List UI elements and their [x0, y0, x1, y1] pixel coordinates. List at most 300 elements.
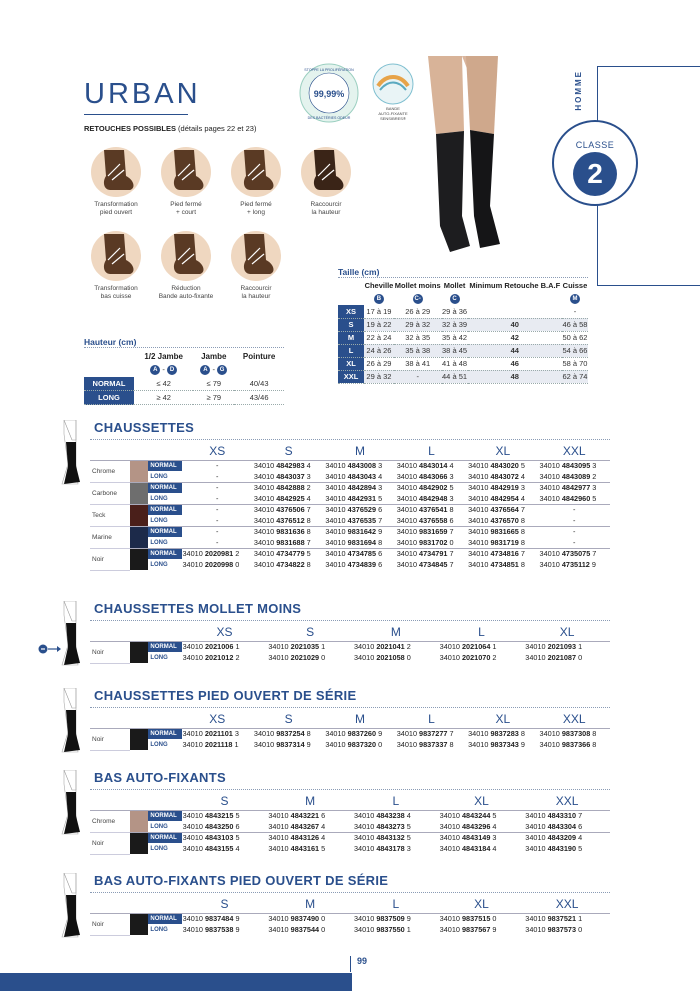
ean-code: [524, 832, 610, 843]
ean-code: [353, 810, 439, 821]
taille-header: Cuisse: [562, 281, 588, 290]
ean-check: 5: [233, 811, 240, 821]
color-swatch: [130, 482, 148, 504]
ean-code: [539, 728, 610, 739]
ean-check: 5: [304, 549, 311, 559]
dot-marker: C: [450, 294, 460, 304]
ean-prefix: 34010: [439, 642, 462, 652]
ean-prefix: 34010: [353, 925, 377, 934]
ean-check: 7: [590, 549, 597, 559]
retouche-label: Réduction: [171, 285, 201, 292]
taille-cell: 32 à 39: [442, 320, 468, 329]
ean-check: 5: [319, 844, 326, 853]
ean-prefix: 34010: [325, 560, 348, 569]
ean-row: [90, 810, 610, 821]
ean-body: 4842925: [276, 493, 305, 503]
ean-code: [182, 652, 268, 663]
ean-check: 3: [447, 493, 454, 503]
size-column-header: XL: [495, 711, 511, 726]
ean-prefix: 34010: [253, 461, 277, 471]
ean-check: 9: [376, 729, 383, 739]
classe-number: 2: [573, 152, 617, 196]
ean-code: [182, 821, 268, 832]
ean-body: 9837521: [547, 914, 577, 924]
ean-check: 1: [404, 925, 411, 934]
ean-prefix: 34010: [539, 740, 562, 749]
ean-code: [524, 641, 610, 652]
ean-prefix: 34010: [396, 471, 420, 481]
ean-code: [353, 832, 439, 843]
ean-code: [396, 548, 467, 559]
ean-body: 9837567: [461, 925, 491, 934]
ean-code: [324, 493, 395, 504]
ean-code: [467, 728, 538, 739]
color-swatch: [130, 548, 148, 570]
ean-code: -: [182, 526, 253, 537]
taille-cell: 58 à 70: [562, 359, 588, 368]
ean-body: 4843296: [461, 821, 491, 831]
size-column-header: XS: [209, 443, 226, 458]
taille-cell: 24 à 26: [364, 344, 394, 357]
ean-code: [439, 641, 525, 652]
ean-check: 6: [233, 821, 240, 831]
ean-check: 9: [404, 914, 411, 924]
ean-body: 4843126: [290, 833, 320, 843]
ean-prefix: 34010: [325, 493, 348, 503]
ean-code: [439, 821, 525, 832]
product-ean-table: [90, 710, 610, 751]
ean-prefix: 34010: [182, 821, 205, 831]
ean-prefix: 34010: [468, 527, 491, 537]
ean-check: 5: [404, 833, 411, 843]
ean-check: 9: [233, 925, 240, 934]
ean-prefix: 34010: [468, 515, 491, 525]
taille-cell: [468, 305, 562, 318]
dot-marker: C-: [414, 295, 421, 302]
ean-prefix: 34010: [439, 653, 462, 662]
ean-prefix: 34010: [353, 642, 377, 652]
ean-prefix: 34010: [353, 844, 377, 853]
ean-code: [439, 843, 525, 854]
ean-body: 2020981: [204, 549, 234, 559]
size-column-header: S: [220, 896, 229, 911]
taille-header: Mollet moins: [394, 281, 441, 290]
color-swatch: [130, 526, 148, 548]
ean-prefix: 34010: [182, 560, 205, 569]
ean-code: [253, 482, 324, 493]
ean-code: [253, 504, 324, 515]
taille-cell: 38 à 41: [394, 357, 442, 370]
ean-code: [439, 913, 525, 924]
ean-prefix: 34010: [268, 811, 291, 821]
ean-body: 9837573: [547, 925, 577, 934]
hauteur-header: 1/2 Jambe: [144, 352, 184, 361]
ean-code: [524, 924, 610, 935]
ean-code: [467, 526, 538, 537]
ean-check: 0: [404, 653, 411, 662]
ean-body: 4842888: [276, 483, 305, 493]
ean-prefix: 34010: [253, 527, 277, 537]
ean-code: [467, 493, 538, 504]
ean-check: 4: [447, 461, 454, 471]
classe-badge: [552, 120, 638, 206]
size-column-header: S: [284, 443, 293, 458]
ean-check: 7: [447, 527, 454, 537]
product-silhouette-icon: [58, 601, 86, 676]
ean-prefix: 34010: [525, 642, 548, 652]
ean-prefix: 34010: [325, 461, 348, 471]
size-column-header: L: [392, 896, 400, 911]
ean-code: [324, 482, 395, 493]
ean-code: [253, 515, 324, 526]
ean-code: [353, 924, 439, 935]
hauteur-row: [84, 391, 284, 405]
ean-check: 6: [376, 549, 383, 559]
foot-alteration-icon: [90, 230, 142, 282]
ean-body: 9837254: [276, 729, 305, 739]
ean-code: [396, 493, 467, 504]
ean-body: 4843304: [547, 821, 577, 831]
ean-code: [267, 821, 353, 832]
hauteur-cell: 40/43: [234, 377, 284, 391]
taille-cell: 50 à 62: [562, 333, 588, 342]
ean-check: 4: [490, 821, 497, 831]
ean-body: 2021093: [547, 642, 577, 652]
ean-body: 9837550: [376, 925, 405, 934]
ean-code: [267, 843, 353, 854]
ean-prefix: 34010: [468, 560, 491, 569]
ean-prefix: 34010: [268, 914, 291, 924]
ean-body: 4843221: [290, 811, 320, 821]
taille-row: [338, 370, 588, 383]
product-title: CHAUSSETTES: [94, 420, 195, 435]
ean-prefix: 34010: [525, 925, 548, 934]
ean-check: 8: [447, 740, 454, 749]
ean-prefix: 34010: [268, 925, 291, 934]
ean-check: 3: [232, 729, 239, 739]
ean-prefix: 34010: [539, 471, 562, 481]
ean-code: [396, 559, 467, 570]
ean-body: 4843238: [376, 811, 405, 821]
ean-code: [324, 515, 395, 526]
ean-row: [90, 493, 610, 504]
ean-body: 4734851: [490, 560, 519, 569]
ean-body: 4843020: [490, 461, 519, 471]
ean-code: [324, 526, 395, 537]
ean-body: 4734816: [490, 549, 519, 559]
ean-row: [90, 728, 610, 739]
ean-code: [353, 821, 439, 832]
ean-check: 9: [518, 740, 525, 749]
length-label: LONG: [148, 537, 181, 548]
ean-body: 2021101: [204, 729, 233, 739]
ean-prefix: 34010: [396, 515, 420, 525]
retouche-sublabel: Bande auto-fixante: [158, 293, 214, 300]
color-name: Noir: [90, 548, 130, 570]
taille-cell: 46 à 58: [562, 320, 588, 329]
taille-cell: 17 à 19: [364, 305, 394, 318]
ean-check: 2: [404, 642, 411, 652]
ean-prefix: 34010: [396, 527, 420, 537]
ean-check: 7: [518, 549, 525, 559]
length-label: NORMAL: [148, 504, 181, 515]
ean-code: [253, 548, 324, 559]
ean-code: [253, 526, 324, 537]
ean-prefix: 34010: [396, 560, 420, 569]
size-column-header: M: [305, 793, 316, 808]
ean-code: [524, 913, 610, 924]
ean-code: -: [573, 515, 576, 525]
taille-row: [338, 344, 588, 357]
ean-body: 9831665: [490, 527, 519, 537]
ean-row: [90, 460, 610, 471]
taille-row: [338, 357, 588, 370]
ean-code: [539, 482, 610, 493]
ean-body: 4843132: [376, 833, 405, 843]
ean-body: 9831642: [347, 527, 377, 537]
ean-body: 9837283: [490, 729, 519, 739]
ean-prefix: 34010: [253, 493, 277, 503]
retouche-label: Transformation: [94, 285, 138, 292]
ean-body: 9831688: [276, 537, 305, 547]
ean-body: 9837343: [490, 740, 519, 749]
ean-prefix: 34010: [325, 537, 348, 547]
ean-check: 3: [404, 844, 411, 853]
ean-check: 1: [576, 642, 583, 652]
ean-body: 2021118: [204, 740, 233, 749]
ean-code: [253, 493, 324, 504]
ean-code: [182, 810, 268, 821]
ean-prefix: 34010: [468, 505, 491, 515]
ean-prefix: 34010: [182, 914, 205, 924]
ean-body: 4734791: [419, 549, 448, 559]
ean-prefix: 34010: [396, 505, 420, 515]
ean-body: 4734785: [347, 549, 377, 559]
ean-code: [182, 559, 253, 570]
size-column-header: XXL: [555, 896, 579, 911]
ean-check: 2: [590, 471, 597, 481]
ean-body: 4843310: [547, 811, 577, 821]
color-swatch: [130, 504, 148, 526]
hauteur-header: Pointure: [242, 352, 276, 361]
foot-alteration-icon: [230, 146, 282, 198]
ean-prefix: 34010: [525, 833, 548, 843]
hauteur-cell: ≤ 42: [134, 377, 193, 391]
ean-check: 1: [319, 642, 326, 652]
retouche-label: Raccourcir: [240, 285, 272, 292]
ean-code: [182, 728, 253, 739]
ean-prefix: 34010: [268, 833, 291, 843]
taille-cell: 44: [468, 344, 562, 357]
ean-check: 0: [576, 653, 583, 662]
ean-prefix: 34010: [353, 914, 377, 924]
ean-check: 8: [518, 729, 525, 739]
ean-check: 3: [518, 483, 525, 493]
ean-check: 8: [518, 515, 525, 525]
ean-code: -: [182, 460, 253, 471]
ean-body: 4843089: [561, 471, 591, 481]
ean-prefix: 34010: [325, 549, 348, 559]
length-label: NORMAL: [148, 810, 181, 821]
ean-code: [396, 515, 467, 526]
taille-cell: 29 à 32: [364, 370, 394, 383]
ean-code: [267, 924, 353, 935]
ean-code: [182, 739, 253, 750]
ean-check: 7: [447, 729, 454, 739]
size-label: XS: [338, 305, 364, 318]
ean-prefix: 34010: [539, 461, 562, 471]
ean-prefix: 34010: [253, 740, 277, 749]
product-title: CHAUSSETTES MOLLET MOINS: [94, 601, 302, 616]
taille-header: Mollet: [443, 281, 466, 290]
taille-cell: 46: [468, 357, 562, 370]
ean-body: 2020998: [204, 560, 234, 569]
ean-check: 5: [518, 461, 525, 471]
ean-check: 4: [490, 844, 497, 853]
ean-code: [267, 810, 353, 821]
retouche-icon-6: [216, 230, 296, 301]
taille-cell: 35 à 42: [442, 333, 468, 342]
product-silhouette-icon: [58, 688, 86, 763]
ean-body: 4842954: [490, 493, 519, 503]
color-swatch: [130, 460, 148, 482]
ean-prefix: 34010: [468, 537, 491, 547]
ean-check: 7: [304, 537, 311, 547]
ean-body: 4735075: [561, 549, 591, 559]
hauteur-row-label: LONG: [84, 391, 134, 405]
size-column-header: XXL: [562, 711, 586, 726]
footer-bar: [0, 973, 352, 991]
ean-row: [90, 652, 610, 663]
ean-prefix: 34010: [253, 515, 277, 525]
ean-check: 4: [376, 471, 383, 481]
ean-body: 4843190: [547, 844, 577, 853]
ean-code: [267, 832, 353, 843]
foot-alteration-icon: [160, 146, 212, 198]
ean-check: 4: [576, 833, 583, 843]
ean-body: 9831636: [276, 527, 305, 537]
ean-check: 7: [518, 505, 525, 515]
ean-check: 3: [376, 461, 383, 471]
ean-body: 4843209: [547, 833, 577, 843]
ean-code: [439, 652, 525, 663]
ean-code: -: [182, 482, 253, 493]
ean-body: 2021041: [376, 642, 405, 652]
ean-body: 4843155: [205, 844, 234, 853]
retouche-icon-0: [76, 146, 156, 217]
ean-prefix: 34010: [253, 729, 277, 739]
ean-code: [467, 460, 538, 471]
ean-body: 9837544: [290, 925, 320, 934]
size-column-header: M: [355, 711, 366, 726]
ean-prefix: 34010: [468, 740, 491, 749]
taille-row: [338, 318, 588, 331]
ean-prefix: 34010: [539, 729, 562, 739]
ean-body: 2021070: [461, 653, 491, 662]
retouche-label: Pied fermé: [240, 201, 272, 208]
retouche-label: Transformation: [94, 201, 138, 208]
ean-code: [267, 641, 353, 652]
color-swatch: [130, 913, 148, 935]
size-column-header: S: [220, 793, 229, 808]
ean-body: 4842983: [276, 461, 305, 471]
brand-underline: [84, 114, 188, 115]
ean-prefix: 34010: [253, 560, 277, 569]
ean-body: 4734839: [347, 560, 377, 569]
ean-prefix: 34010: [182, 642, 205, 652]
color-swatch: [130, 728, 148, 750]
taille-cell: 32 à 35: [394, 331, 442, 344]
product-title: BAS AUTO-FIXANTS PIED OUVERT DE SÉRIE: [94, 873, 389, 888]
color-name: Teck: [90, 504, 130, 526]
length-label: LONG: [148, 821, 181, 832]
retouche-sublabel: la hauteur: [241, 293, 271, 300]
brand-title: URBAN: [84, 78, 201, 110]
ean-prefix: 34010: [253, 471, 277, 481]
taille-cell: 35 à 38: [394, 344, 442, 357]
product-silhouette-icon: [58, 770, 86, 845]
foot-alteration-icon: [230, 230, 282, 282]
foot-alteration-icon: [90, 146, 142, 198]
ean-check: 5: [490, 811, 497, 821]
dot-marker: D: [167, 365, 177, 375]
ean-code: [324, 537, 395, 548]
category-label: HOMME: [574, 70, 583, 111]
hauteur-row: [84, 377, 284, 391]
taille-row: [338, 305, 588, 318]
size-label: XL: [338, 357, 364, 370]
ean-body: 9837308: [561, 729, 591, 739]
ean-prefix: 34010: [468, 549, 491, 559]
ean-check: 9: [233, 914, 240, 924]
ean-body: 9837538: [205, 925, 234, 934]
ean-check: 1: [490, 642, 497, 652]
ean-check: 0: [319, 914, 326, 924]
ean-body: 2021029: [290, 653, 320, 662]
ean-row: [90, 913, 610, 924]
length-label: LONG: [148, 559, 181, 570]
ean-code: -: [215, 537, 219, 547]
size-column-header: XXL: [555, 793, 579, 808]
ean-check: 0: [233, 560, 240, 569]
ean-body: 9837515: [461, 914, 491, 924]
ean-code: [182, 913, 268, 924]
taille-cell: 41 à 48: [442, 359, 468, 368]
taille-cell: 29 à 32: [394, 318, 442, 331]
length-label: LONG: [148, 843, 181, 854]
ean-code: [539, 471, 610, 482]
ean-check: 9: [490, 925, 497, 934]
ean-prefix: 34010: [525, 844, 548, 853]
taille-header: Minimum Retouche B.A.F: [469, 281, 561, 290]
taille-cell: -: [562, 305, 588, 318]
ean-body: 4843043: [347, 471, 377, 481]
ean-prefix: 34010: [468, 493, 491, 503]
ean-prefix: 34010: [353, 821, 377, 831]
ean-check: 7: [304, 505, 311, 515]
ean-body: 9831702: [419, 537, 448, 547]
ean-code: [396, 482, 467, 493]
dot-marker: G: [217, 365, 227, 375]
ean-prefix: 34010: [325, 483, 348, 493]
ean-check: 9: [589, 560, 596, 569]
ean-code: [539, 460, 610, 471]
ean-row: [90, 471, 610, 482]
ean-body: 4376506: [276, 505, 305, 515]
product-ean-table: [90, 895, 610, 936]
ean-code: [467, 739, 538, 750]
ean-code: [324, 548, 395, 559]
